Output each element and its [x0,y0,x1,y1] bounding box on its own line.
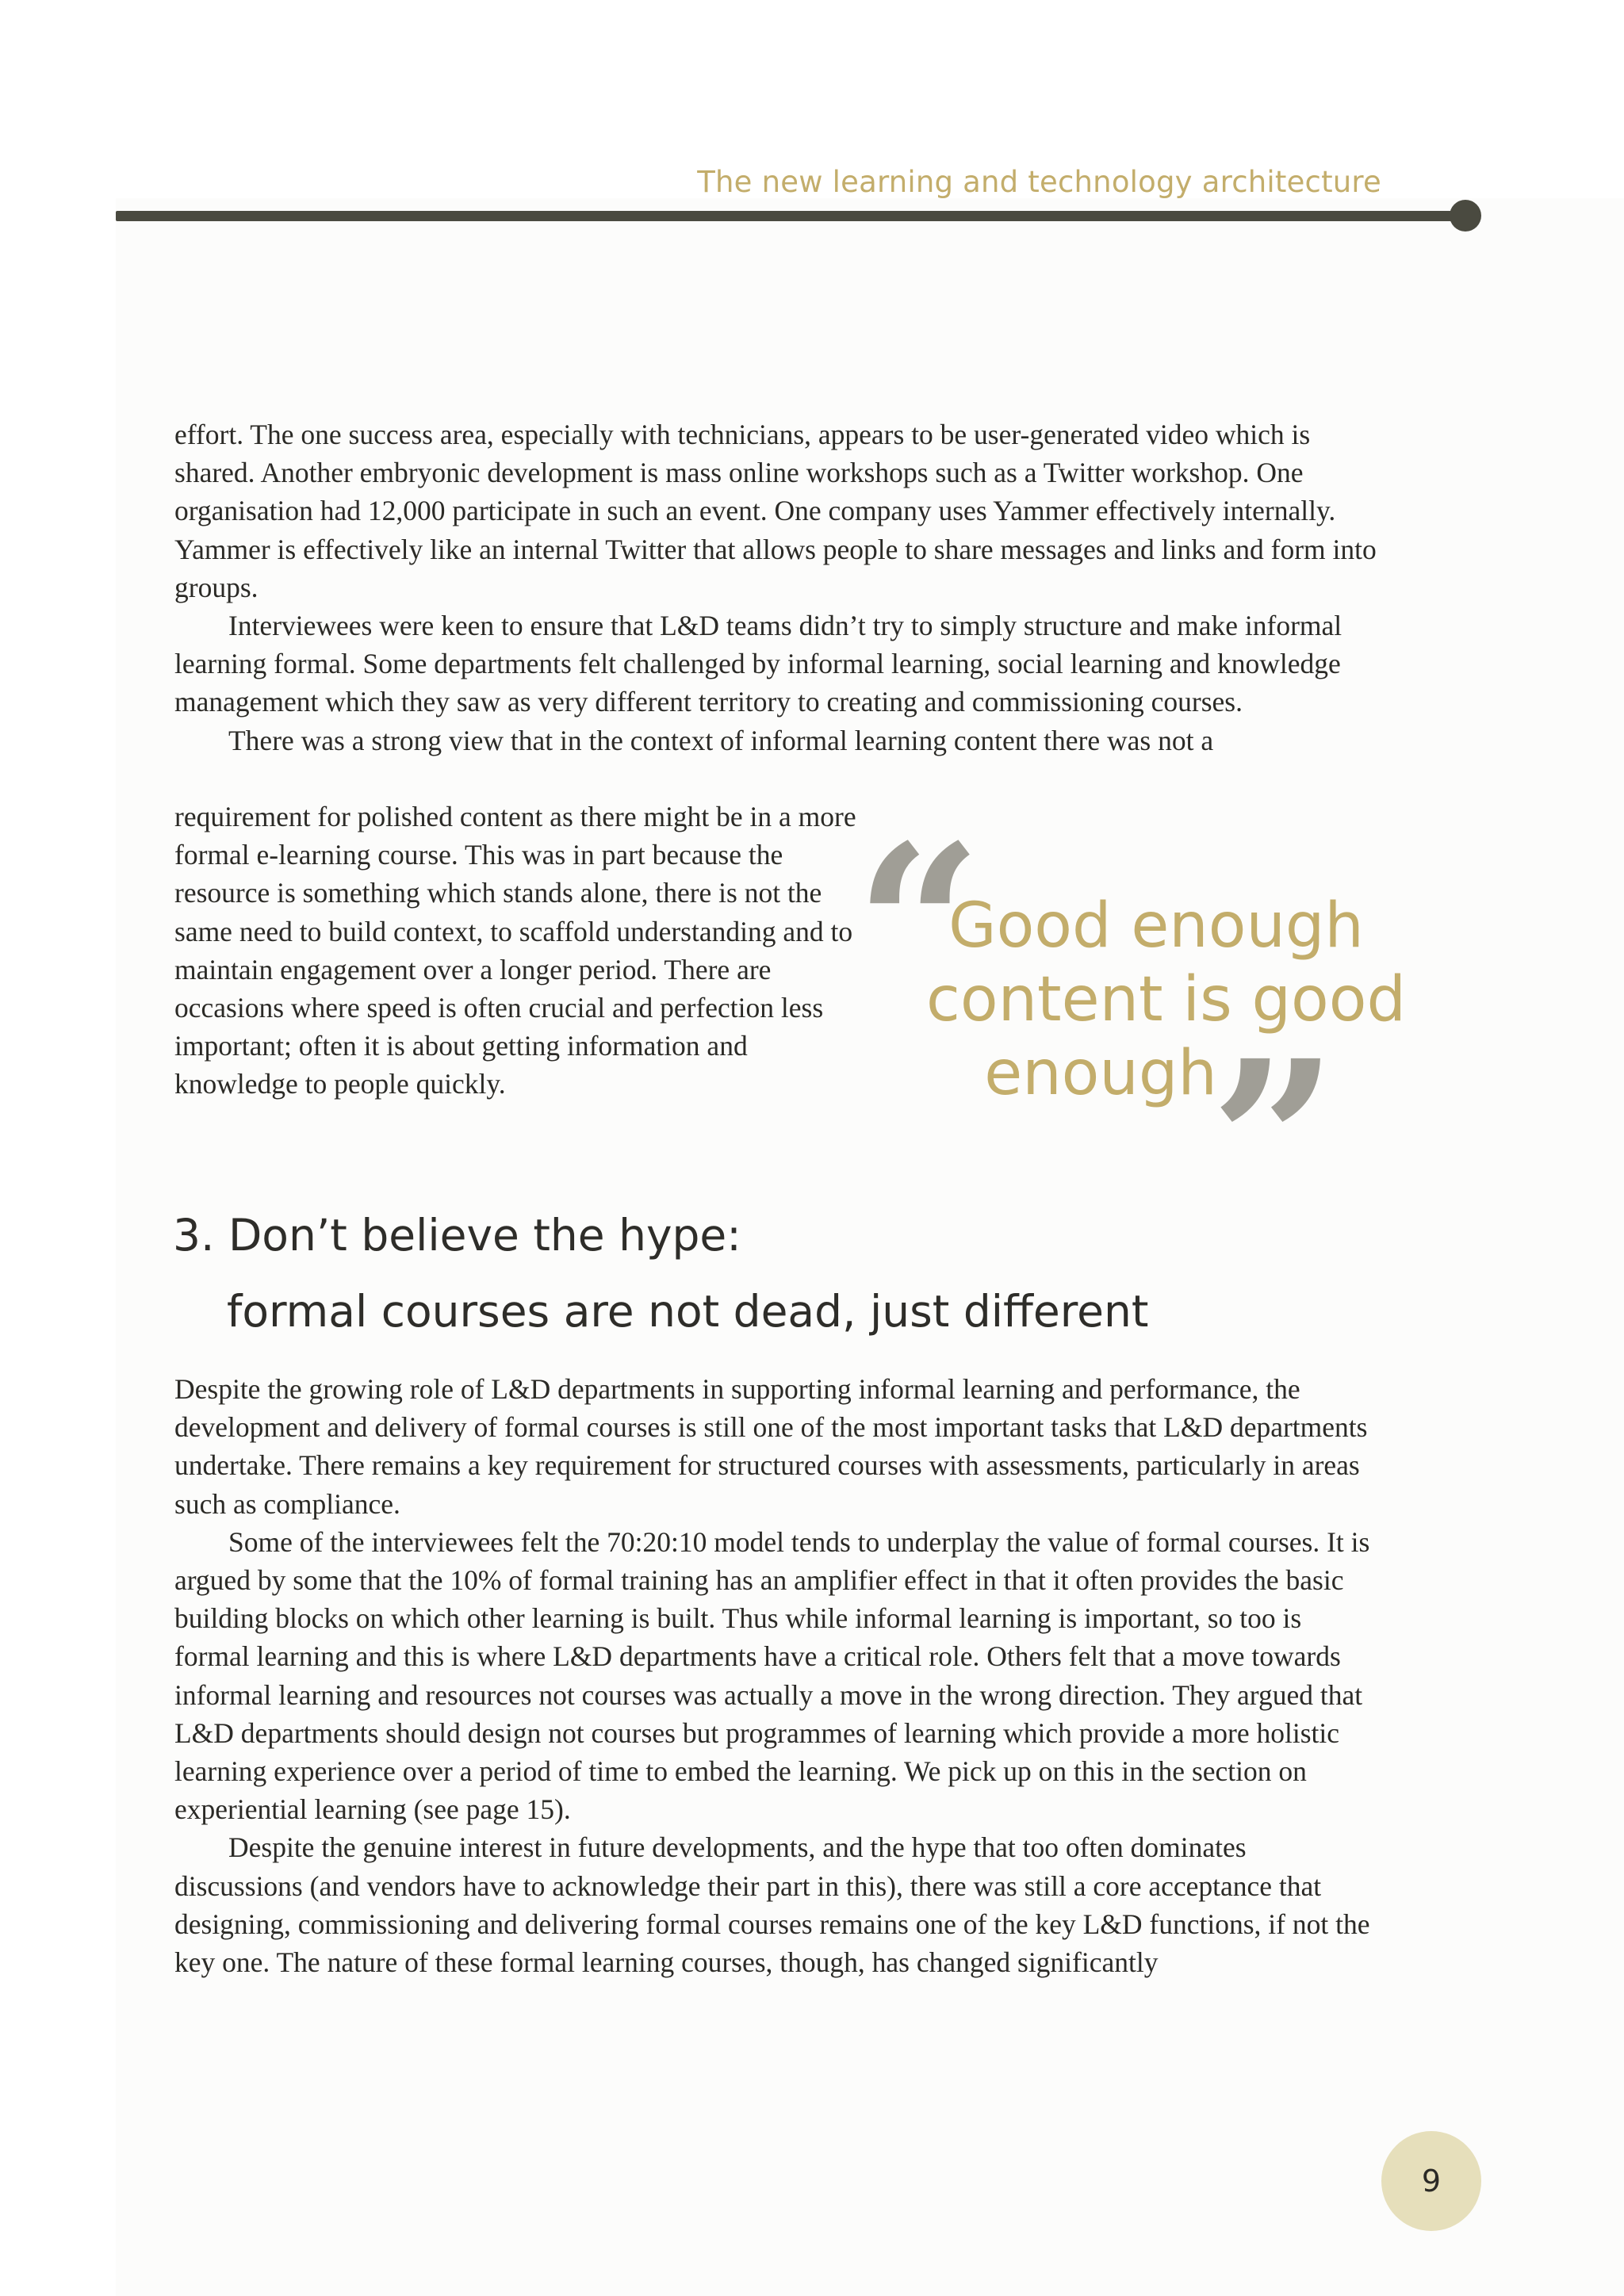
page-number-badge [1381,2131,1481,2231]
body-paragraph: Interviewees were keen to ensure that L&D teams didn’t try to simply structure and make informal learning formal. Some departments felt challenged by informal learning, social learning and knowledge management which they saw as very different territory to creating and commissioning courses. [174,610,1342,718]
open-quote-mark: “ [855,797,983,1058]
page-number: 9 [1421,2164,1442,2198]
running-header-title: The new learning and technology architecture [697,165,1381,199]
body-paragraph: effort. The one success area, especially with technicians, appears to be user-generated video which is shared. Another embryonic development is mass online workshops such as a Twitter workshop. One organisation had 12,000 participate in such an event. One company uses Yammer effectively internally. Yammer is effectively like an internal Twitter that allows people to share messages and links and form into groups. [174,419,1377,603]
section-heading-line: 3. Don’t believe the hype: [173,1210,741,1261]
pull-quote-line: content is good [926,964,1406,1035]
body-paragraph: Some of the interviewees felt the 70:20:10 model tends to underplay the value of formal courses. It is argued by some that the 10% of formal training has an amplifier effect in that it often provides the basic building blocks on which other learning is built. Thus while informal learning is important, so too is formal learning and this is where L&D departments have a critical role. Others felt that a move towards informal learning and resources not courses was actually a move in the wrong direction. They argued that L&D departments should design not courses but programmes of learning which provide a more holistic learning experience over a period of time to embed the learning. We pick up on this in the section on experiential learning (see page 15). [174,1525,1370,1826]
pull-quote-line: Good enough [948,890,1364,962]
close-quote-mark: ” [1210,1012,1339,1273]
header-rule [116,211,1464,221]
section-heading-subline: formal courses are not dead, just different [227,1286,1149,1337]
body-paragraph-continued: requirement for polished content as there might be in a more formal e-learning course. This was in part because the resource is something which stands alone, there is not the same need to build context, to scaffold understanding and to maintain engagement over a longer period. There are occasions where speed is often crucial and perfection less important; often it is about getting information and knowledge to people quickly. [174,801,856,1100]
body-paragraph: Despite the genuine interest in future developments, and the hype that too often dominates discussions (and vendors have to acknowledge their part in this), there was still a core acceptance that designing, commissioning and delivering formal courses remains one of the key L&D functions, if not the key one. The nature of these formal learning courses, though, has changed significantly [174,1831,1370,1979]
section-text-block [174,1370,1380,1981]
section-heading [173,1197,1283,1349]
body-paragraph: There was a strong view that in the context of informal learning content there was not a [228,724,1214,756]
pull-quote [841,797,1411,1273]
header-rule-end-dot [1450,200,1481,232]
wrapped-text-block [174,798,856,1104]
pull-quote-line: enough [984,1038,1217,1109]
body-paragraph: Despite the growing role of L&D departments in supporting informal learning and performance, the development and delivery of formal courses is still one of the most important tasks that L&D departments undertake. There remains a key requirement for structured courses with assessments, particularly in areas such as compliance. [174,1373,1368,1520]
intro-text-block [174,415,1380,760]
